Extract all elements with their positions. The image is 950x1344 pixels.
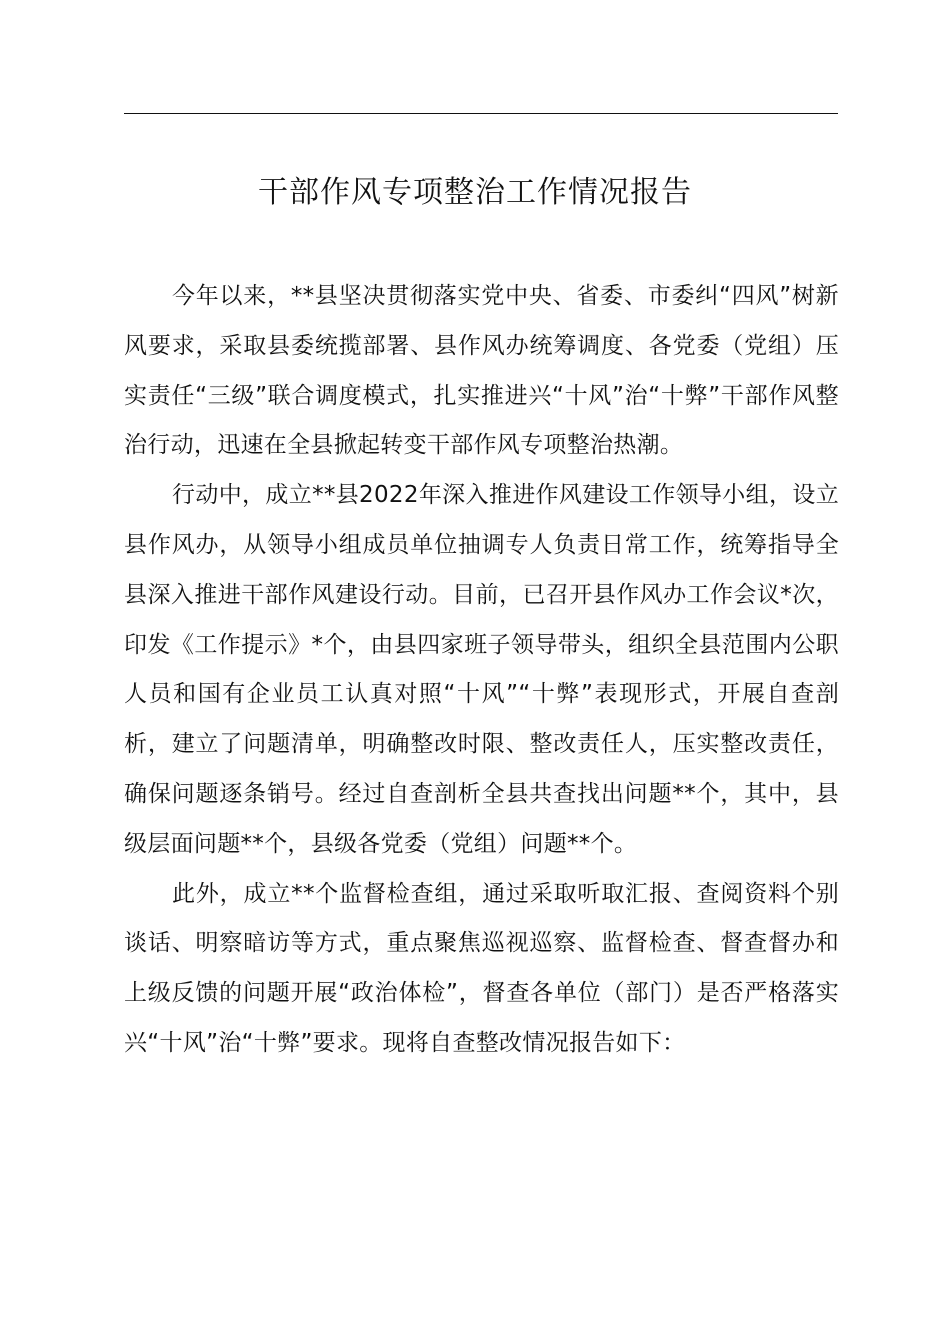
document-body (124, 272, 839, 1069)
header-rule (124, 113, 838, 114)
paragraph-supervision: 此外，成立**个监督检查组，通过采取听取汇报、查阅资料个别谈话、明察暗访等方式，重点聚焦巡视巡察、监督检查、督查督办和上级反馈的问题开展“政治体检”，督查各单位（部门）是否严格落实兴“十风”治“十弊”要求。现将自查整改情况报告如下： (124, 880, 839, 1056)
document-title: 干部作风专项整治工作情况报告 (258, 175, 692, 210)
paragraph-intro: 今年以来，**县坚决贯彻落实党中央、省委、市委纠“四风”树新风要求，采取县委统揽部署、县作风办统筹调度、各党委（党组）压实责任“三级”联合调度模式，扎实推进兴“十风”治“十弊”干部作风整治行动，迅速在全县掀起转变干部作风专项整治热潮。 (124, 283, 839, 459)
paragraph-action: 行动中，成立**县2022年深入推进作风建设工作领导小组，设立县作风办，从领导小组成员单位抽调专人负责日常工作，统筹指导全县深入推进干部作风建设行动。目前，已召开县作风办工作会议*次，印发《工作提示》*个，由县四家班子领导带头，组织全县范围内公职人员和国有企业员工认真对照“十风”“十弊”表现形式，开展自查剖析，建立了问题清单，明确整改时限、整改责任人，压实整改责任，确保问题逐条销号。经过自查剖析全县共查找出问题**个，其中，县级层面问题**个，县级各党委（党组）问题**个。 (124, 482, 839, 857)
